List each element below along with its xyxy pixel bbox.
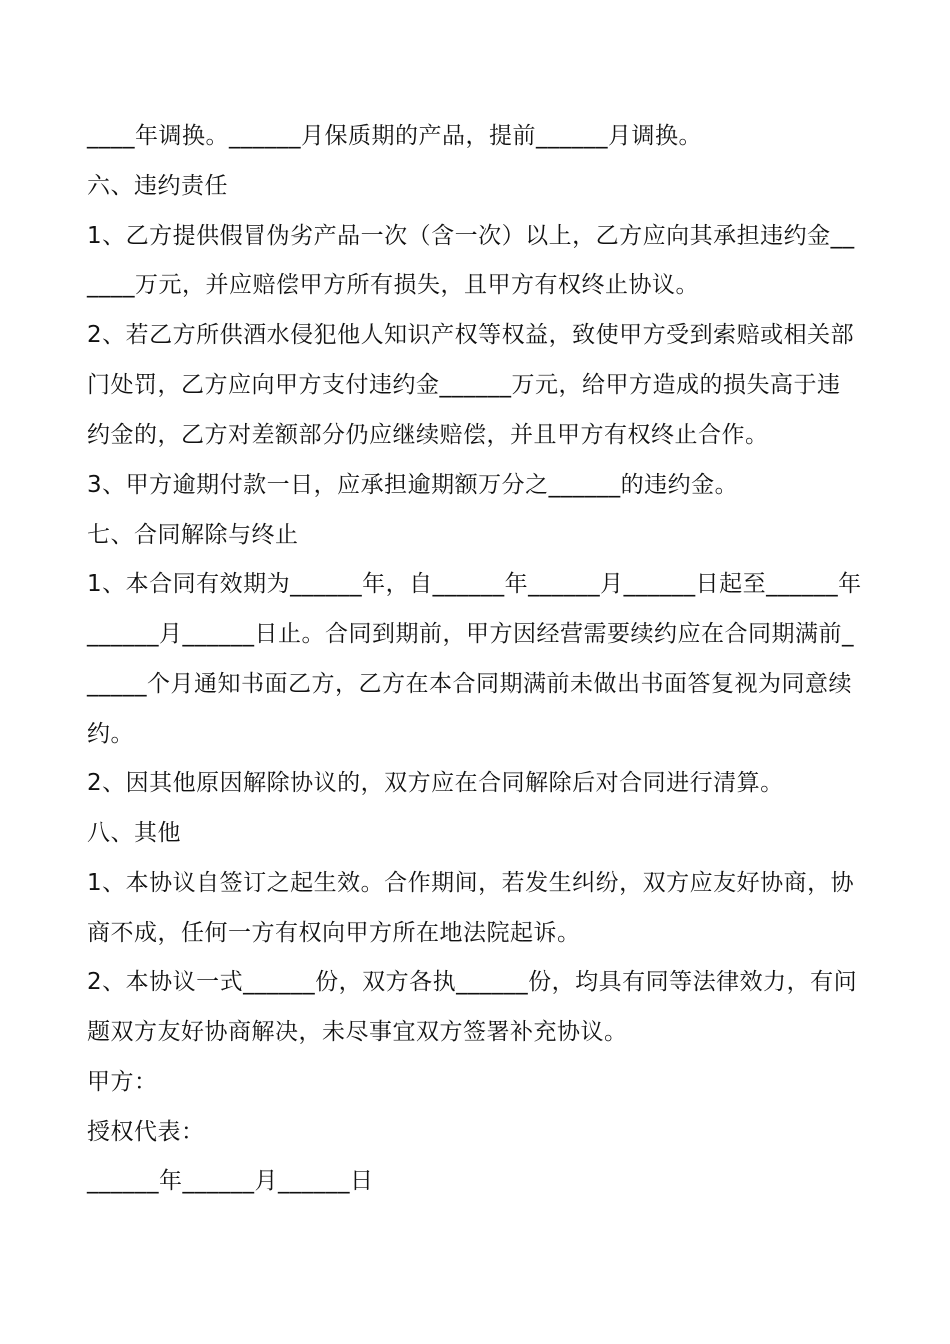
text-line: 2、本协议一式______份，双方各执______份，均具有同等法律效力，有问 bbox=[87, 969, 858, 995]
text-line: 约。 bbox=[87, 721, 134, 747]
text-line: ____年调换。______月保质期的产品，提前______月调换。 bbox=[87, 123, 702, 149]
text-line: 3、甲方逾期付款一日，应承担逾期额万分之______的违约金。 bbox=[87, 472, 739, 498]
text-line: 1、乙方提供假冒伪劣产品一次（含一次）以上，乙方应向其承担违约金__ bbox=[87, 223, 855, 249]
authorized-rep-label: 授权代表： bbox=[87, 1119, 205, 1145]
section-heading-breach-liability: 六、违约责任 bbox=[87, 173, 228, 199]
text-line: 门处罚，乙方应向甲方支付违约金______万元，给甲方造成的损失高于违 bbox=[87, 372, 841, 398]
text-line: ______月______日止。合同到期前，甲方因经营需要续约应在合同期满前_ bbox=[87, 621, 854, 647]
date-line: ______年______月______日 bbox=[87, 1168, 374, 1194]
party-a-label: 甲方： bbox=[87, 1069, 158, 1095]
section-heading-termination: 七、合同解除与终止 bbox=[87, 522, 299, 548]
text-line: 商不成，任何一方有权向甲方所在地法院起诉。 bbox=[87, 920, 581, 946]
text-line: 题双方友好协商解决，未尽事宜双方签署补充协议。 bbox=[87, 1019, 628, 1045]
text-line: _____个月通知书面乙方，乙方在本合同期满前未做出书面答复视为同意续 bbox=[87, 671, 852, 697]
text-line: 约金的，乙方对差额部分仍应继续赔偿，并且甲方有权终止合作。 bbox=[87, 422, 769, 448]
text-line: 2、若乙方所供酒水侵犯他人知识产权等权益，致使甲方受到索赔或相关部 bbox=[87, 322, 855, 348]
text-line: ____万元，并应赔偿甲方所有损失，且甲方有权终止协议。 bbox=[87, 272, 699, 298]
text-line: 1、本合同有效期为______年，自______年______月______日起至______年 bbox=[87, 571, 862, 597]
text-line: 1、本协议自签订之起生效。合作期间，若发生纠纷，双方应友好协商，协 bbox=[87, 870, 855, 896]
text-line: 2、因其他原因解除协议的，双方应在合同解除后对合同进行清算。 bbox=[87, 770, 784, 796]
section-heading-other: 八、其他 bbox=[87, 820, 181, 846]
